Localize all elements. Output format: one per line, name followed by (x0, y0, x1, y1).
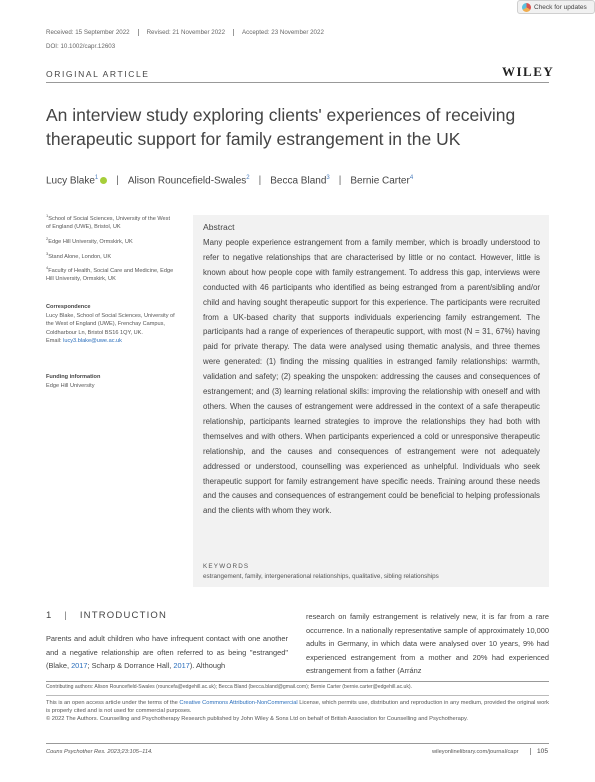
author-separator: | (258, 175, 262, 187)
article-type: ORIGINAL ARTICLE (46, 69, 150, 79)
article-title: An interview study exploring clients' experiences of receiving therapeutic support for family estrangement in the UK (46, 105, 516, 149)
correspondence (46, 303, 180, 346)
section-number: 1 (46, 610, 53, 621)
check-for-updates-button[interactable] (517, 0, 595, 14)
funding-label: Funding information (46, 374, 101, 380)
abstract-heading: Abstract (203, 222, 235, 232)
author-separator: | (338, 175, 342, 187)
correspondence-address: Lucy Blake, School of Social Sciences, University of the West of England (UWE), Frenchay Campus, Coldharbour Ln, Bristol BS16 1QY, UK. (46, 312, 175, 336)
keywords-heading: KEYWORDS (203, 563, 250, 570)
contributing-authors: Contributing authors: Alison Rouncefield-Swales (rouncefa@edgehill.ac.uk); Becca Bland (becca.bland@gmail.com); Bernie Carter (bernie.carter@edgehill.ac.uk). (46, 684, 413, 690)
funding-text: Edge Hill University (46, 382, 95, 389)
author[interactable]: Becca Bland$^3$ (270, 175, 330, 187)
affiliation: $^2$Edge Hill University, Ormskirk, UK (46, 236, 133, 245)
section-separator: | (64, 610, 68, 621)
license-link[interactable]: Creative Commons Attribution-NonCommercial (179, 700, 298, 706)
journal-citation: Couns Psychother Res. 2023;23:105–114. (46, 749, 153, 755)
orcid-icon[interactable] (100, 177, 107, 184)
section-heading (46, 610, 167, 621)
accepted-date: Accepted: 23 November 2022 (233, 29, 332, 36)
header-divider (46, 82, 549, 83)
affiliation: $^4$Faculty of Health, Social Care and Medicine, Edge Hill University, Ormskirk, UK (46, 264, 174, 283)
intro-paragraph-right: research on family estrangement is relatively new, it is far from a rare occurrence. In a nationally representative sample of approximately 10,000 adults in Germany, in which data were analysed over 10 years, 9% had experienced estrangement from a mother and 20% had experienced estrangement from a father (Arránz (306, 612, 549, 676)
affiliations (46, 212, 176, 284)
footnote-divider (46, 681, 549, 682)
check-for-updates-label: Check for updates (534, 3, 587, 11)
footer-divider (46, 743, 549, 744)
author[interactable]: Bernie Carter$^4$ (350, 175, 414, 187)
section-title: INTRODUCTION (79, 610, 168, 621)
email-link[interactable]: lucy3.blake@uwe.ac.uk (63, 338, 122, 345)
license-notice: This is an open access article under the terms of the Creative Commons Attribution-NonCommercial License, which permits use, distribution and reproduction in any medium, provided the original work is properly cited and is not used for commercial purposes. (46, 700, 549, 714)
affiliation: $^3$Stand Alone, London, UK (46, 250, 112, 260)
funding (46, 373, 180, 390)
article-dates (46, 29, 332, 36)
license-divider (46, 695, 549, 696)
correspondence-label: Correspondence (46, 304, 91, 310)
citation-link[interactable]: 2017 (71, 661, 88, 671)
author-list (46, 175, 413, 186)
affiliation: $^1$School of Social Sciences, University of the West of England (UWE), Bristol, UK (46, 213, 171, 231)
journal-website-link[interactable]: wileyonlinelibrary.com/journal/capr (432, 749, 519, 755)
revised-date: Revised: 21 November 2022 (138, 29, 233, 36)
keywords-text: estrangement, family, intergenerational relationships, qualitative, sibling relationships (203, 573, 439, 580)
author[interactable]: Lucy Blake$^1$ (46, 175, 99, 187)
citation-link[interactable]: 2017 (173, 661, 190, 671)
correspondence-email-line: Email: lucy3.blake@uwe.ac.uk (46, 338, 122, 345)
intro-paragraph-left: Parents and adult children who have infrequent contact with one another and a negative relationship are often referred to as being "estranged" (Blake, 2017; Scharp & Dorrance Hall, 2017). Although (46, 634, 288, 671)
copyright-notice: © 2022 The Authors. Counselling and Psychotherapy Research published by John Wiley & Sons Ltd on behalf of British Association for Counselling and Psychotherapy. (46, 716, 468, 722)
publisher-logo: WILEY (502, 64, 555, 79)
received-date: Received: 15 September 2022 (46, 29, 130, 36)
abstract-text: Many people experience estrangement from a family member, which is broadly understood to refer to negative relationships that are characterised by little or no contact. However, little is known about how people cope with family estrangement. To address this gap, interviews were conducted with 46 participants who identified as being estranged from a parent/sibling and/or child and having sought therapeutic support for this experience. The participants were recruited from a UK-based charity that supports individuals experiencing family estrangement. The participants had a range of experiences of therapeutic support, with most (N = 31, 67%) having paid for private therapy. The data were analysed using thematic analysis, and three themes were generated: (1) finding the missing qualities in estranged family relationships: warmth, validation and safety; (2) speaking the unspoken: addressing the causes and consequences of estrangement; and (3) learning relational skills: improving the relationship with oneself and with others. When the causes of estrangement were addressed in the context of a safe therapeutic relationship, participants learned strategies to improve the relationships they had both with themselves and with others. When participants experienced a cold or unresponsive therapeutic relationship, and the causes and consequences of estrangement were not adequately addressed or understood, counselling was experienced as unhelpful. Individuals who seek therapeutic support for family estrangement have specific needs. Training around these needs and the causes and consequences of estrangement could be beneficial to helping professionals and the clients with whom they work. (203, 238, 540, 516)
author[interactable]: Alison Rouncefield-Swales$^2$ (127, 175, 250, 187)
crossmark-icon (522, 3, 531, 12)
doi[interactable]: DOI: 10.1002/capr.12603 (46, 43, 116, 50)
page-number: 105 (530, 748, 548, 755)
author-separator: | (116, 175, 119, 187)
